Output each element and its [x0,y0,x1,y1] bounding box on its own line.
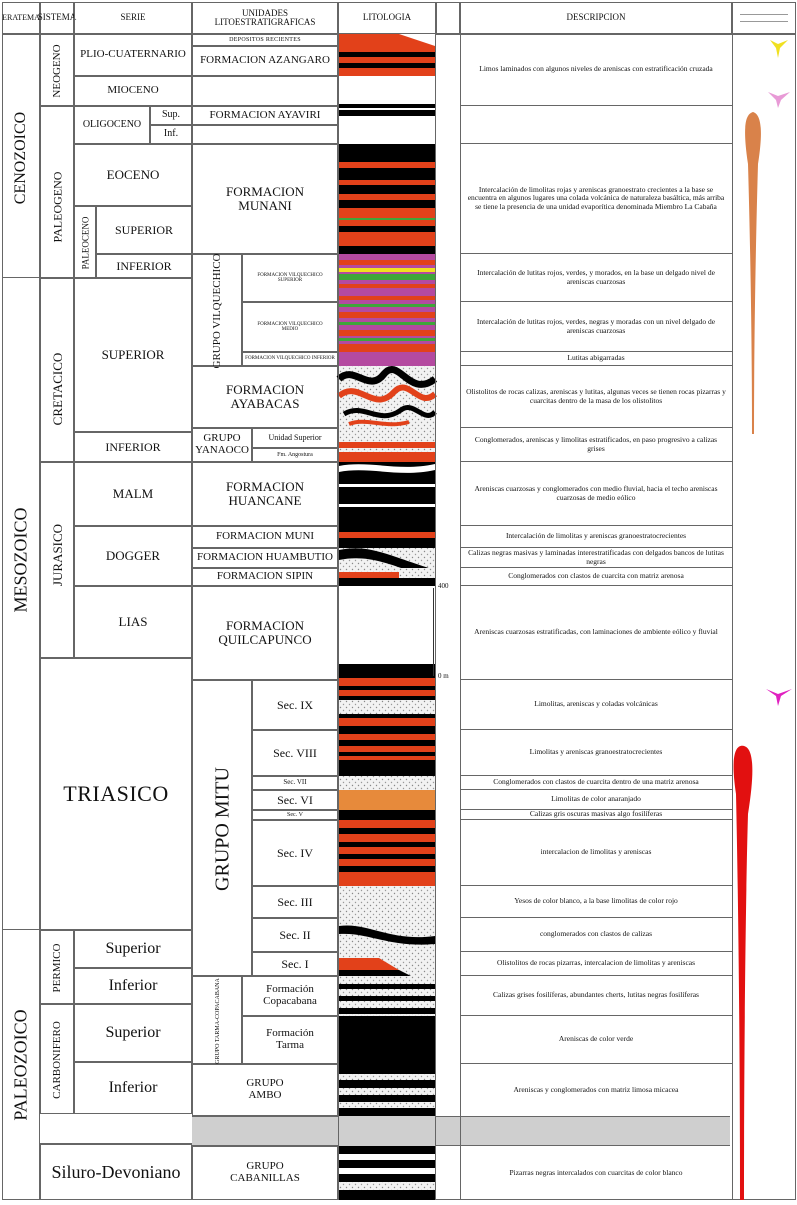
desc-copacabana: Calizas grises fosilíferas, abundantes cherts, lutitas negras fosilíferas [460,976,732,1016]
sistema-cretacico-cell [40,278,74,462]
desc-sec-vii: Conglomerados con clastos de cuarcita dentro de una matriz arenosa [460,776,732,790]
serie-carbonifero-superior: Superior [74,1004,192,1062]
unit-ambo: GRUPO AMBO [192,1064,338,1116]
unit-sec-vii: Sec. VII [252,776,338,790]
unit-copacabana: Formación Copacabana [242,976,338,1016]
desc-vilquechico-superior: Intercalación de lutitas rojos, verdes, y morados, en la base un delgado nivel de areniscas cuarzosas [460,254,732,302]
unit-mitu: GRUPO MITU [211,767,234,891]
unit-mioceno-empty [192,76,338,106]
unit-vilquechico: GRUPO VILQUECHICO [211,253,224,369]
serie-paleoceno-inferior: INFERIOR [96,254,192,278]
serie-oligoceno-sup: Sup. [150,106,192,125]
unit-yanaoco-superior: Unidad Superior [252,428,338,448]
unit-sec-ix: Sec. IX [252,680,338,730]
desc-yanaoco: Conglomerados, areniscas y limolitas estratificados, en paso progresivo a calizas grises [460,428,732,462]
unit-tarma-copacabana-cell [192,976,242,1064]
header-sistema: SISTEMA [40,2,74,34]
unit-sec-iv: Sec. IV [252,820,338,886]
sistema-paleogeno-cell [40,106,74,278]
lithology-svg [339,34,435,1200]
desc-sec-ix: Limolitas, areniscas y coladas volcánicas [460,680,732,730]
header-eratema: ERATEMA [2,2,40,34]
scale-top-label: 400 [438,582,449,590]
unit-huambutio: FORMACION HUAMBUTIO [192,548,338,568]
desc-sec-viii: Limolitas y areniscas granoestratocrecientes [460,730,732,776]
marker-triasico-magenta [766,689,792,706]
serie-oligoceno: OLIGOCENO [74,106,150,144]
serie-permico-superior: Superior [74,930,192,968]
hiatus-left-cell [40,1114,192,1144]
era-mesozoico: MESOZOICO [10,507,31,613]
sistema-siluro-devoniano: Siluro-Devoniano [40,1144,192,1200]
desc-vilquechico-inferior: Lutitas abigarradas [460,352,732,366]
era-cenozoico: CENOZOICO [12,111,29,205]
unit-depositos: DEPOSITOS RECIENTES [192,34,338,46]
serie-mioceno: MIOCENO [74,76,192,106]
desc-ayaviri-empty [460,106,732,144]
unit-sec-ii: Sec. II [252,918,338,952]
header-unidades: UNIDADES LITOESTRATIGRAFICAS [192,2,338,34]
sistema-permico: PERMICO [51,943,64,993]
unit-vilquechico-medio: FORMACION VILQUECHICO MEDIO [242,302,338,352]
serie-paleoceno: PALEOCENO [80,216,91,270]
unit-munani: FORMACION MUNANI [192,144,338,254]
desc-sec-ii: conglomerados con clastos de calizas [460,918,732,952]
unit-sec-i: Sec. I [252,952,338,976]
range-bar-red [734,746,753,1200]
unit-huancane: FORMACION HUANCANE [192,462,338,526]
sistema-carbonifero: CARBONIFERO [51,1021,64,1099]
desc-muni: Intercalación de limolitas y areniscas granoestratocrecientes [460,526,732,548]
serie-eoceno: EOCENO [74,144,192,206]
desc-sec-i: Olistolitos de rocas pizarras, intercalacion de limolitas y areniscas [460,952,732,976]
header-scale-cell [436,2,460,34]
header-descripcion: DESCRIPCION [460,2,732,34]
desc-ayabacas: Olistolitos de rocas calizas, areniscas y lutitas, algunas veces se tienen rocas pizarras y cuarcitas dentro de la masa de los olistolitos [460,366,732,428]
sistema-neogeno: NEOGENO [51,44,64,98]
desc-sec-vi: Limolitas de color anaranjado [460,790,732,810]
era-paleozoico: PALEOZOICO [10,1009,31,1121]
header-litologia: LITOLOGIA [338,2,436,34]
serie-dogger: DOGGER [74,526,192,586]
unit-oligoceno-inf-empty [192,125,338,144]
desc-quilcapunco: Areniscas cuarzosas estratificadas, con laminaciones de ambiente eólico y fluvial [460,586,732,680]
desc-huancane: Areniscas cuarzosas y conglomerados con medio fluvial, hacia el techo areniscas cuarzosas de medio eólico [460,462,732,526]
desc-sec-iv: intercalacion de limolitas y areniscas [460,820,732,886]
unit-vilquechico-cell [192,253,242,369]
sistema-jurasico: JURASICO [50,523,66,587]
sistema-triasico: TRIASICO [63,781,169,807]
serie-oligoceno-inf: Inf. [150,125,192,144]
header-legend-cell [732,2,796,34]
desc-sec-iii: Yesos de color blanco, a la base limolitas de color rojo [460,886,732,918]
unit-quilcapunco: FORMACION QUILCAPUNCO [192,586,338,680]
unit-angostura: Fm. Angostura [252,448,338,462]
sistema-carbonifero-cell [40,1004,74,1114]
serie-permico-inferior: Inferior [74,968,192,1004]
serie-paleoceno-cell [74,206,96,278]
unit-vilquechico-inferior: FORMACION VILQUECHICO INFERIOR [242,352,338,366]
unit-sec-viii: Sec. VIII [252,730,338,776]
col-line-lit-left [338,34,339,1200]
unit-yanaoco: GRUPO YANAOCO [192,428,252,462]
serie-paleoceno-superior: SUPERIOR [96,206,192,254]
unit-ayabacas: FORMACION AYABACAS [192,366,338,428]
legend-swatch [740,14,788,22]
sistema-paleogeno: PALEOGENO [50,171,65,243]
desc-tarma: Areniscas de color verde [460,1016,732,1064]
unit-vilquechico-superior: FORMACION VILQUECHICO SUPERIOR [242,254,338,302]
unit-tarma: Formación Tarma [242,1016,338,1064]
sistema-triasico-cell [40,658,192,930]
serie-cretacico-inferior: INFERIOR [74,432,192,462]
desc-sipin: Conglomerados con clastos de cuarcita con matriz arenosa [460,568,732,586]
desc-huambutio: Calizas negras masivas y laminadas interestratificadas con delgados bancos de lutitas negras [460,548,732,568]
serie-carbonifero-inferior: Inferior [74,1062,192,1114]
range-markers [732,34,796,1200]
header-serie: SERIE [74,2,192,34]
unit-tarma-copacabana: GRUPO TARMA-COPACABANA [214,978,221,1064]
unit-sipin: FORMACION SIPIN [192,568,338,586]
unit-ayaviri: FORMACION AYAVIRI [192,106,338,125]
desc-munani: Intercalación de limolitas rojas y areniscas granoestrato crecientes a la base se encuentra en algunos lugares una colada volcánica de naturaleza basáltica, más arriba se tiene la presencia de una unidad evaporítica denominada Miembro La Cabaña [460,144,732,254]
unit-azangaro: FORMACION AZANGARO [192,46,338,76]
sistema-jurasico-cell [40,462,74,658]
sistema-permico-cell [40,930,74,1004]
desc-cabanillas: Pizarras negras intercalados con cuarcitas de color blanco [509,1167,683,1177]
unit-sec-vi: Sec. VI [252,790,338,810]
sistema-neogeno-cell [40,34,74,106]
col-line-lit-right [435,34,436,1200]
unit-sec-v: Sec. V [252,810,338,820]
serie-plio-cuaternario: PLIO-CUATERNARIO [74,34,192,76]
serie-lias: LIAS [74,586,192,658]
desc-sec-v: Calizas gris oscuras masivas algo fosilíferas [460,810,732,820]
sistema-cretacico: CRETACICO [50,352,66,426]
desc-azangaro: Limos laminados con algunos niveles de areniscas con estratificación cruzada [460,34,732,106]
unit-mitu-cell [192,680,252,976]
unit-muni: FORMACION MUNI [192,526,338,548]
hiatus-band [192,1116,730,1146]
serie-cretacico-superior: SUPERIOR [74,278,192,432]
serie-malm: MALM [74,462,192,526]
marker-neogeno-yellow [770,40,788,58]
unit-cabanillas: GRUPO CABANILLAS [192,1146,338,1200]
unit-sec-iii: Sec. III [252,886,338,918]
desc-vilquechico-medio: Intercalación de lutitas rojos, verdes, negras y moradas con un nivel delgado de areniscas cuarzosas [460,302,732,352]
lithology-column [339,34,435,1200]
scale-bottom-label: 0 m [438,672,449,680]
range-bar-orange [745,112,761,434]
desc-ambo: Areniscas y conglomerados con matriz limosa micacea [513,1084,679,1094]
marker-mioceno-pink [768,92,790,108]
